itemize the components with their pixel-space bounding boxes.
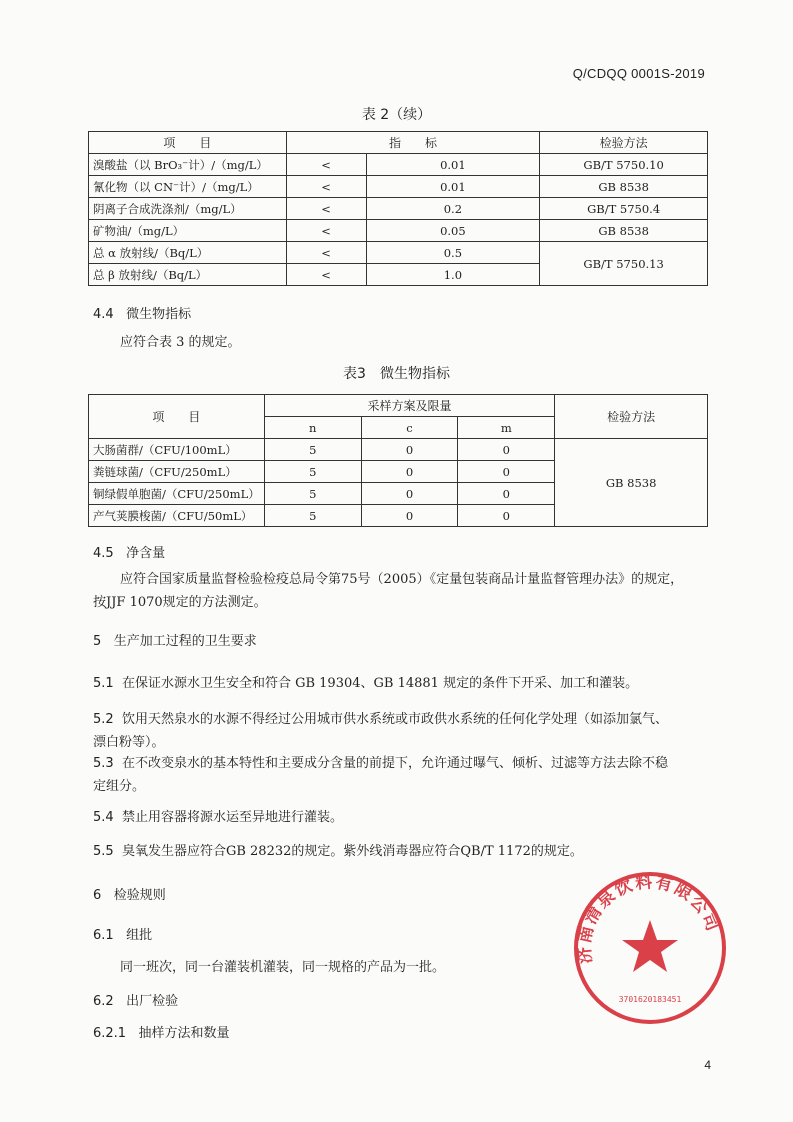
- row-value: 0.01: [366, 176, 540, 198]
- section-4-5-line1: 应符合国家质量监督检验检疫总局令第75号（2005）《定量包装商品计量监督管理办法》的规定，: [120, 572, 684, 587]
- star-icon: [622, 920, 678, 972]
- table-row: [89, 439, 708, 461]
- row-m: 0: [458, 483, 555, 505]
- section-6-2-heading: [93, 990, 178, 1009]
- section-title: 组批: [126, 928, 153, 943]
- section-4-4-text: 应符合表 3 的规定。: [120, 335, 241, 350]
- clause-5-2: [93, 708, 668, 731]
- clause-5-2-line2: 漂白粉等）。: [93, 735, 165, 750]
- table2-header-index: 指 标: [286, 132, 540, 154]
- row-n: 5: [264, 505, 361, 527]
- row-operator: <: [286, 220, 366, 242]
- section-4-5-heading: [93, 542, 165, 561]
- row-c: 0: [361, 439, 458, 461]
- row-value: 0.2: [366, 198, 540, 220]
- table2: [88, 131, 708, 286]
- section-title: 检验规则: [113, 888, 166, 903]
- clause-number: 5.4: [93, 810, 114, 825]
- section-number: 6: [93, 888, 102, 903]
- clause-text: 臭氧发生器应符合GB 28232的规定。紫外线消毒器应符合QB/T 1172的规定。: [121, 844, 583, 859]
- table3-header-method: 检验方法: [555, 395, 708, 439]
- row-method: GB 8538: [540, 220, 708, 242]
- clause-text: 在不改变泉水的基本特性和主要成分含量的前提下，允许通过曝气、倾析、过滤等方法去除不稳: [121, 756, 668, 771]
- section-title: 净含量: [126, 546, 166, 561]
- table3-header-m: m: [458, 417, 555, 439]
- standard-number: Q/CDQQ 0001S-2019: [572, 66, 705, 81]
- row-item: 溴酸盐（以 BrO₃⁻计）/（mg/L）: [89, 154, 287, 176]
- clause-number: 5.1: [93, 676, 114, 691]
- section-6-2-1-heading: [93, 1022, 230, 1041]
- section-6-heading: [93, 884, 166, 903]
- seal-company-name: 济南清泉饮料有限公司: [574, 872, 724, 965]
- row-item: 铜绿假单胞菌/（CFU/250mL）: [89, 483, 265, 505]
- section-number: 6.2: [93, 994, 114, 1009]
- row-c: 0: [361, 505, 458, 527]
- row-item: 矿物油/（mg/L）: [89, 220, 287, 242]
- section-6-1-heading: [93, 924, 152, 943]
- page-number: 4: [704, 1058, 711, 1072]
- table-row: [89, 242, 708, 264]
- section-5-heading: [93, 630, 257, 649]
- section-number: 5: [93, 634, 102, 649]
- table2-header-item: 项 目: [89, 132, 287, 154]
- table3-header-n: n: [264, 417, 361, 439]
- table3-header-item: 项 目: [89, 395, 265, 439]
- row-m: 0: [458, 461, 555, 483]
- row-method: GB/T 5750.13: [540, 242, 708, 286]
- section-4-4-heading: [93, 303, 191, 322]
- section-title: 出厂检验: [126, 994, 179, 1009]
- clause-5-5: [93, 840, 583, 863]
- row-operator: <: [286, 264, 366, 286]
- clause-number: 5.2: [93, 712, 114, 727]
- row-value: 0.01: [366, 154, 540, 176]
- table2-header-method: 检验方法: [540, 132, 708, 154]
- section-number: 4.4: [93, 307, 114, 322]
- row-item: 大肠菌群/（CFU/100mL）: [89, 439, 265, 461]
- section-6-1-text: 同一班次，同一台灌装机灌装，同一规格的产品为一批。: [120, 960, 446, 975]
- row-c: 0: [361, 461, 458, 483]
- clause-text: 禁止用容器将源水运至异地进行灌装。: [121, 810, 343, 825]
- section-title: 微生物指标: [126, 307, 192, 322]
- clause-5-4: [93, 806, 343, 829]
- table-row: [89, 198, 708, 220]
- table-row: [89, 220, 708, 242]
- clause-text: 在保证水源水卫生安全和符合 GB 19304、GB 14881 规定的条件下开采、加工和灌装。: [121, 676, 639, 691]
- table-row: [89, 176, 708, 198]
- row-item: 产气荚膜梭菌/（CFU/50mL）: [89, 505, 265, 527]
- row-m: 0: [458, 505, 555, 527]
- section-number: 6.2.1: [93, 1026, 127, 1041]
- section-title: 生产加工过程的卫生要求: [113, 634, 257, 649]
- row-method: GB 8538: [540, 176, 708, 198]
- row-item: 总 α 放射线/（Bq/L）: [89, 242, 287, 264]
- row-operator: <: [286, 198, 366, 220]
- table3-method: GB 8538: [555, 439, 708, 527]
- row-value: 0.5: [366, 242, 540, 264]
- company-seal: [570, 868, 730, 1028]
- table2-header-row: [89, 132, 708, 154]
- row-method: GB/T 5750.4: [540, 198, 708, 220]
- row-c: 0: [361, 483, 458, 505]
- clause-text: 饮用天然泉水的水源不得经过公用城市供水系统或市政供水系统的任何化学处理（如添加氯气、: [121, 712, 668, 727]
- table2-caption: 表 2（续）: [361, 107, 432, 123]
- row-item: 阴离子合成洗涤剂/（mg/L）: [89, 198, 287, 220]
- row-n: 5: [264, 461, 361, 483]
- section-4-5-line2: 按JJF 1070规定的方法测定。: [93, 595, 267, 610]
- table3-header-c: c: [361, 417, 458, 439]
- table-row: [89, 154, 708, 176]
- row-n: 5: [264, 483, 361, 505]
- row-value: 1.0: [366, 264, 540, 286]
- clause-number: 5.3: [93, 756, 114, 771]
- row-item: 氰化物（以 CN⁻计）/（mg/L）: [89, 176, 287, 198]
- table3: [88, 394, 708, 527]
- section-title: 抽样方法和数量: [138, 1026, 230, 1041]
- section-number: 4.5: [93, 546, 114, 561]
- table3-header-sampling: 采样方案及限量: [264, 395, 554, 417]
- row-value: 0.05: [366, 220, 540, 242]
- row-item: 粪链球菌/（CFU/250mL）: [89, 461, 265, 483]
- seal-code: 3701620183451: [618, 995, 682, 1004]
- clause-5-3: [93, 752, 668, 775]
- row-operator: <: [286, 176, 366, 198]
- section-number: 6.1: [93, 928, 114, 943]
- row-m: 0: [458, 439, 555, 461]
- clause-number: 5.5: [93, 844, 114, 859]
- clause-5-3-line2: 定组分。: [93, 779, 146, 794]
- row-item: 总 β 放射线/（Bq/L）: [89, 264, 287, 286]
- row-operator: <: [286, 154, 366, 176]
- table3-caption: 表3 微生物指标: [343, 366, 450, 382]
- row-method: GB/T 5750.10: [540, 154, 708, 176]
- row-n: 5: [264, 439, 361, 461]
- row-operator: <: [286, 242, 366, 264]
- clause-5-1: [93, 672, 638, 695]
